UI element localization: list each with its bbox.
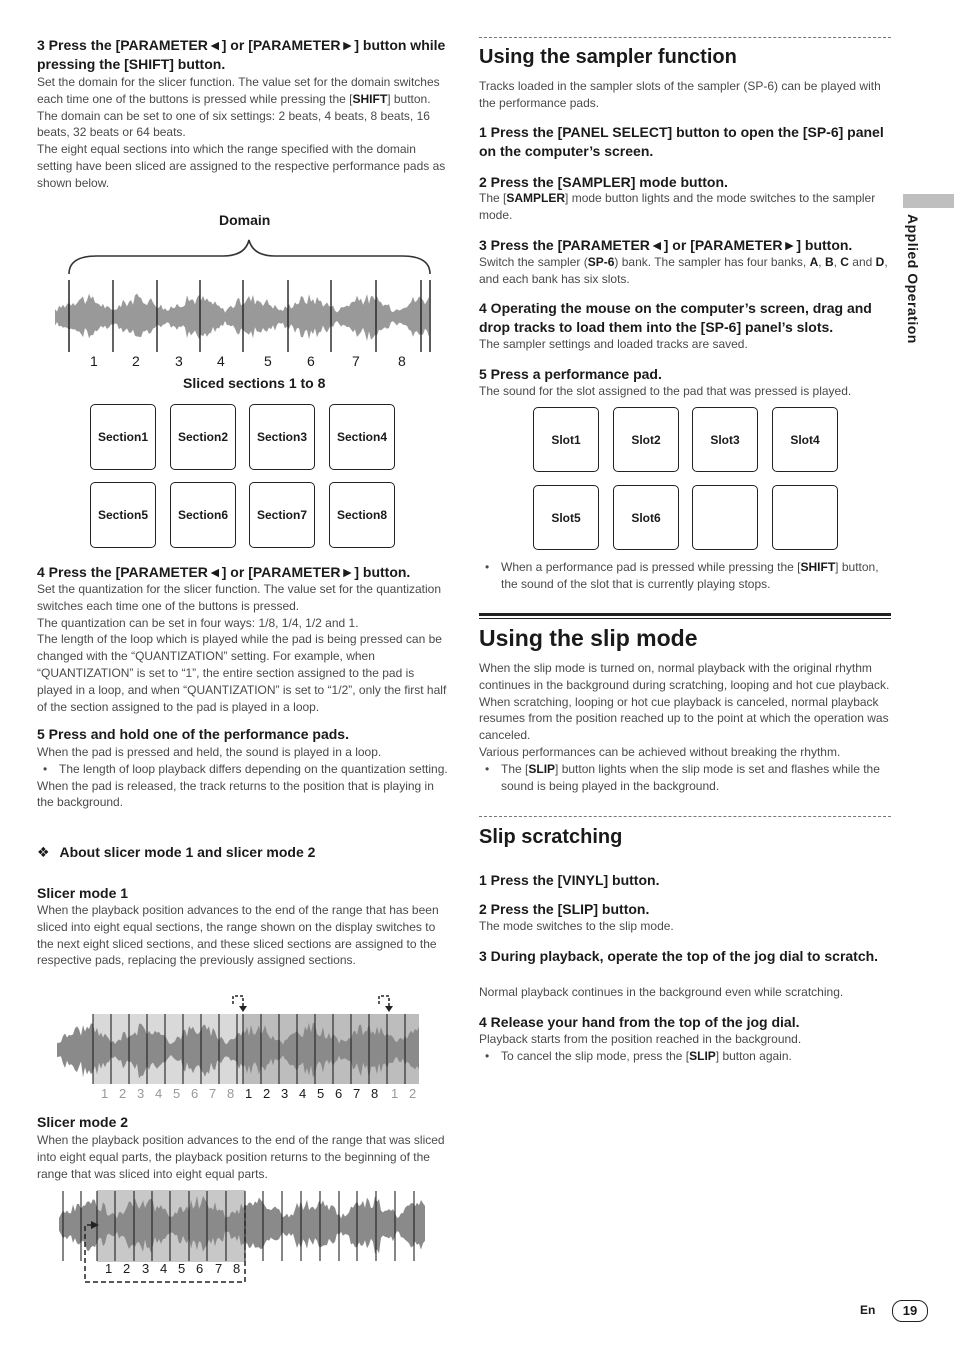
sampler-title: Using the sampler function — [479, 46, 737, 68]
slice-number: 2 — [263, 1086, 271, 1101]
slice-number: 1 — [101, 1086, 109, 1101]
slice-number: 1 — [391, 1086, 399, 1101]
slice-number: 4 — [155, 1086, 163, 1101]
bullet-item: • The [SLIP] button lights when the slip mode is set and flashes while the sound is being played in the background. — [479, 761, 891, 795]
loop-return-icon — [233, 996, 247, 1012]
section-pad-3: Section3 — [249, 404, 315, 470]
sampler-step3-text: Switch the sampler (SP-6) bank. The sampler has four banks, A, B, C and D, and each bank has six slots. — [479, 255, 888, 286]
scratch-step4-heading: 4 Release your hand from the top of the jog dial. — [479, 1014, 800, 1030]
slice-number: 5 — [264, 353, 272, 369]
section-pad-2: Section2 — [170, 404, 236, 470]
step3-text: Set the domain for the slicer function. The value set for the domain switches each time one of the buttons is pressed while pressing the [SHIFT] button. The domain can be set to one of six settings: 2 beats, 4 beats, 8 beats, 16 beats, 32 beats or 64 beats. The eight equal sections into which the range specified with the domain setting have been sliced are assigned to the respective performance pads as shown below. — [37, 75, 446, 190]
step5-heading: 5 Press and hold one of the performance pads. — [37, 726, 349, 742]
slice-number: 4 — [299, 1086, 307, 1101]
slice-number: 3 — [281, 1086, 289, 1101]
sampler-step5-text: The sound for the slot assigned to the pad that was pressed is played. — [479, 384, 852, 398]
slice-number: 1 — [105, 1261, 113, 1276]
sampler-step1-heading: 1 Press the [PANEL SELECT] button to open the [SP-6] panel on the computer’s screen. — [479, 124, 884, 159]
scratch-step1-heading: 1 Press the [VINYL] button. — [479, 872, 660, 888]
scratch-step2-text: The mode switches to the slip mode. — [479, 919, 674, 933]
slice-number: 4 — [160, 1261, 168, 1276]
slot-pad-5: Slot5 — [533, 485, 599, 550]
slot-pad-2: Slot2 — [613, 407, 679, 472]
mode1-numbers — [101, 1086, 451, 1104]
slice-number: 6 — [196, 1261, 204, 1276]
slot-pad-8 — [772, 485, 838, 550]
waveform-shape — [55, 294, 429, 342]
slice-number: 8 — [371, 1086, 379, 1101]
slice-number: 4 — [217, 353, 225, 369]
section-pad-7: Section7 — [249, 482, 315, 548]
slice-number: 7 — [215, 1261, 223, 1276]
bullet-item: • The length of loop playback differs depending on the quantization setting. — [37, 761, 449, 778]
section-pad-5: Section5 — [90, 482, 156, 548]
slice-number: 2 — [409, 1086, 417, 1101]
sampler-step5-heading: 5 Press a performance pad. — [479, 366, 662, 382]
slot-pad-4: Slot4 — [772, 407, 838, 472]
slip-scratching-title: Slip scratching — [479, 826, 623, 848]
slice-number: 7 — [352, 353, 360, 369]
slicer-mode2-diagram — [37, 1185, 449, 1285]
sampler-step2-heading: 2 Press the [SAMPLER] mode button. — [479, 174, 728, 190]
section-pad-4: Section4 — [329, 404, 395, 470]
slice-number: 7 — [353, 1086, 361, 1101]
section-rule — [479, 618, 891, 619]
sampler-intro: Tracks loaded in the sampler slots of the sampler (SP-6) can be played with the performance pads. — [479, 79, 881, 110]
mode1-waveform — [37, 990, 449, 1085]
slicer-mode2-text: When the playback position advances to the end of the range that was sliced into eight equal parts, the playback position returns to the beginning of the range that was sliced into eight equal parts. — [37, 1133, 445, 1181]
page-number: 19 — [892, 1300, 928, 1322]
slice-numbers — [37, 353, 449, 371]
loop-return-icon — [379, 996, 393, 1012]
slice-number: 3 — [175, 353, 183, 369]
slicer-mode2-title: Slicer mode 2 — [37, 1114, 129, 1130]
diamond-icon: ❖ — [37, 844, 50, 860]
step3-heading: 3 Press the [PARAMETER◄] or [PARAMETER►] button while pressing the [SHIFT] button. — [37, 37, 446, 72]
step5-text: When the pad is pressed and held, the sound is played in a loop. • The length of loop playback differs depending on the quantization setting. When the pad is released, the track returns to the position that is playing in the background. — [37, 744, 449, 811]
slice-number: 2 — [119, 1086, 127, 1101]
slip-mode-text: When the slip mode is turned on, normal playback with the original rhythm continues in the background during scratching, looping and hot cue playback. When scratching, looping or hot cue playback is canceled, normal playback resumes from the position reached up to the point at which the operation was canceled. Various performances can be achieved without breaking the rhythm. • The [SLIP] button lights when the slip mode is set and flashes while the sound is being played in the background. — [479, 660, 891, 794]
step4-heading: 4 Press the [PARAMETER◄] or [PARAMETER►] button. — [37, 564, 411, 580]
scratch-step2-heading: 2 Press the [SLIP] button. — [479, 901, 650, 917]
slice-number: 3 — [142, 1261, 150, 1276]
slicer-mode1-diagram — [37, 990, 449, 1105]
slice-number: 2 — [132, 353, 140, 369]
sampler-step4-heading: 4 Operating the mouse on the computer’s screen, drag and drop tracks to load them into the [SP-6] panel’s slots. — [479, 300, 872, 335]
slicer-mode1-text: When the playback position advances to the end of the range that has been sliced into eight equal sections, the range shown on the display switches to the next eight sliced sections, and these sliced sections are assigned to the respective pads, replacing the previously assigned sections. — [37, 903, 439, 968]
slot-pad-7 — [692, 485, 758, 550]
slice-number: 2 — [123, 1261, 131, 1276]
slice-number: 6 — [307, 353, 315, 369]
sampler-step2-text: The [SAMPLER] mode button lights and the mode switches to the sampler mode. — [479, 191, 876, 222]
slice-number: 5 — [317, 1086, 325, 1101]
slice-number: 5 — [173, 1086, 181, 1101]
section-divider — [479, 37, 891, 38]
section-rule — [479, 613, 891, 616]
slice-number: 8 — [233, 1261, 241, 1276]
language-label: En — [860, 1303, 876, 1317]
sampler-step4-text: The sampler settings and loaded tracks are saved. — [479, 337, 748, 351]
sampler-step3-heading: 3 Press the [PARAMETER◄] or [PARAMETER►] button. — [479, 237, 853, 253]
waveform-fill — [55, 294, 429, 342]
slice-number: 3 — [137, 1086, 145, 1101]
slice-number: 1 — [245, 1086, 253, 1101]
section-pad-8: Section8 — [329, 482, 395, 548]
slice-number: 5 — [178, 1261, 186, 1276]
about-slicer-heading: ❖ About slicer mode 1 and slicer mode 2 — [37, 844, 316, 860]
section-pad-6: Section6 — [170, 482, 236, 548]
scratch-step3-text: Normal playback continues in the background even while scratching. — [479, 985, 844, 999]
slice-number: 8 — [398, 353, 406, 369]
slice-number: 7 — [209, 1086, 217, 1101]
step4-text: Set the quantization for the slicer function. The value set for the quantization switches each time one of the buttons is pressed. The quantization can be set in four ways: 1/8, 1/4, 1/2 and 1. The length of the loop which is played while the pad is being pressed can be changed with the “QUANTIZATION” setting. For example, when “QUANTIZATION” is set to “1”, the entire section assigned to the pad is played in a loop, and when “QUANTIZATION” is set to “1/2”, only the first half of the section assigned to the pad is played in a loop. — [37, 582, 447, 714]
slot-pad-6: Slot6 — [613, 485, 679, 550]
sliced-sections-label: Sliced sections 1 to 8 — [183, 375, 326, 391]
slice-number: 6 — [191, 1086, 199, 1101]
bullet-item: • To cancel the slip mode, press the [SLIP] button again. — [479, 1048, 891, 1065]
mode2-numbers — [105, 1261, 305, 1279]
chapter-label: Applied Operation — [905, 214, 921, 344]
scratch-step4-text: Playback starts from the position reached in the background. • To cancel the slip mode, press the [SLIP] button again. — [479, 1031, 891, 1065]
domain-label: Domain — [219, 212, 271, 228]
slot-pad-1: Slot1 — [533, 407, 599, 472]
slice-number: 6 — [335, 1086, 343, 1101]
slice-number: 1 — [90, 353, 98, 369]
slicer-mode1-title: Slicer mode 1 — [37, 885, 129, 901]
section-divider — [479, 816, 891, 817]
section-pad-1: Section1 — [90, 404, 156, 470]
scratch-step3-heading: 3 During playback, operate the top of the jog dial to scratch. — [479, 948, 879, 964]
chapter-tab — [903, 194, 954, 208]
slice-number: 8 — [227, 1086, 235, 1101]
slip-mode-title: Using the slip mode — [479, 625, 698, 651]
slot-pad-3: Slot3 — [692, 407, 758, 472]
domain-diagram — [37, 210, 449, 390]
sampler-bullet: • When a performance pad is pressed while pressing the [SHIFT] button, the sound of the slot that is currently playing stops. — [479, 559, 891, 593]
domain-brace — [69, 240, 430, 274]
